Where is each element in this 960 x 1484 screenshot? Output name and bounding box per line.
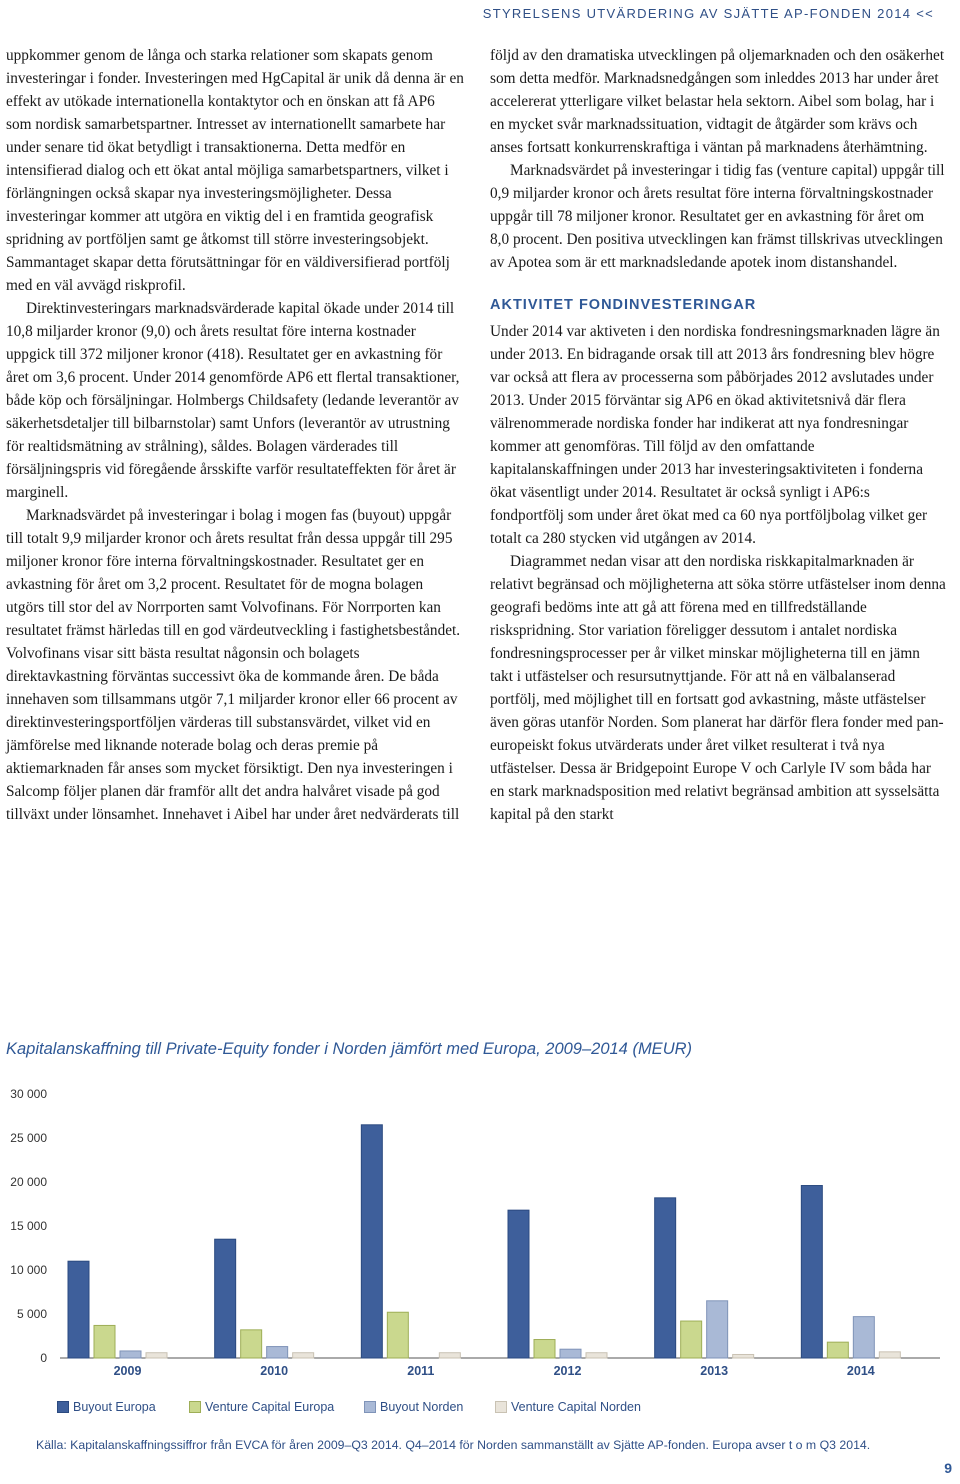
body-paragraph: Direktinvesteringars marknadsvärderade kapital ökade under 2014 till 10,8 miljarder kronor (9,0) och årets resultat före interna kostnader uppgick till 372 miljoner kronor (418). Resultatet ger en avkastning för året om 3,6 procent. Under 2014 genomförde AP6 ett flertal transaktioner, både köp och försäljningar. Holmbergs Childsafety (ledande leverantör av säkerhetsdetaljer till bilbarnstolar) samt Unfors (leverantör av utrustning för realtidsmätning av strålning), såldes. Bolagen värderades till försäljningspris vid föregående årsskifte varför resultateffekten för året är marginell. bbox=[6, 300, 460, 501]
legend-item bbox=[364, 1400, 463, 1414]
y-tick-label: 0 bbox=[40, 1351, 47, 1365]
y-tick-label: 5 000 bbox=[16, 1307, 47, 1321]
bar-venture-capital-norden bbox=[146, 1353, 167, 1358]
legend-swatch bbox=[57, 1401, 69, 1413]
bar-buyout-europa bbox=[361, 1125, 382, 1358]
bar-buyout-europa bbox=[68, 1261, 89, 1358]
bar-venture-capital-norden bbox=[879, 1352, 900, 1358]
y-tick-label: 30 000 bbox=[10, 1087, 47, 1101]
legend-label: Buyout Norden bbox=[380, 1400, 464, 1414]
bar-buyout-europa bbox=[655, 1198, 676, 1358]
source-note: Källa: Kapitalanskaffningssiffror från EVCA för åren 2009–Q3 2014. Q4–2014 för Norden sammanställt av Sjätte AP-fonden. Europa avser t o m Q3 2014. bbox=[36, 1438, 871, 1452]
legend-label: Venture Capital Europa bbox=[205, 1400, 335, 1414]
y-tick-label: 20 000 bbox=[10, 1175, 47, 1189]
right-text-column bbox=[490, 44, 946, 826]
body-paragraph: följd av den dramatiska utvecklingen på oljemarknaden och den osäkerhet som detta medför. Marknadsnedgången som inleddes 2013 har under året accelererat ytterligare vilket belastar hela sektorn. Aibel som bolag, har i en mycket svår marknadssituation, vidtagit de åtgärder som krävs och anses fortsatt konkurrenskraftiga i väntan på marknadens återhämtning. bbox=[490, 47, 945, 156]
bar-venture-capital-europa bbox=[827, 1342, 848, 1358]
x-tick-label: 2011 bbox=[407, 1364, 435, 1378]
legend-item bbox=[57, 1400, 156, 1414]
bar-venture-capital-europa bbox=[387, 1312, 408, 1358]
legend-swatch bbox=[495, 1401, 507, 1413]
legend-label: Buyout Europa bbox=[73, 1400, 156, 1414]
section-heading: AKTIVITET FONDINVESTERINGAR bbox=[490, 297, 757, 313]
bar-buyout-europa bbox=[215, 1239, 236, 1358]
chart-title: Kapitalanskaffning till Private-Equity fonder i Norden jämfört med Europa, 2009–2014 (MEUR) bbox=[6, 1040, 693, 1058]
bar-venture-capital-europa bbox=[94, 1325, 115, 1358]
y-tick-label: 10 000 bbox=[10, 1263, 47, 1277]
bar-venture-capital-norden bbox=[733, 1354, 754, 1358]
y-tick-label: 25 000 bbox=[10, 1131, 47, 1145]
bar-venture-capital-norden bbox=[586, 1353, 607, 1358]
bar-chart bbox=[0, 1080, 960, 1390]
bar-buyout-norden bbox=[120, 1351, 141, 1358]
bar-venture-capital-norden bbox=[293, 1353, 314, 1358]
x-tick-label: 2014 bbox=[846, 1364, 875, 1378]
body-paragraph: Marknadsvärdet på investeringar i tidig fas (venture capital) uppgår till 0,9 miljarder kronor och årets resultat före interna förvaltningskostnader uppgår till 78 miljoner kronor. Resultatet ger en avkastning för året om 8,0 procent. Den positiva utvecklingen kan främst tillskrivas utvecklingen av Apotea som är ett marknadsledande apotek inom distanshandel. bbox=[490, 162, 945, 271]
bar-venture-capital-europa bbox=[681, 1321, 702, 1358]
bar-venture-capital-norden bbox=[439, 1353, 460, 1358]
x-tick-label: 2012 bbox=[553, 1364, 582, 1378]
legend-label: Venture Capital Norden bbox=[511, 1400, 641, 1414]
left-text-column bbox=[6, 44, 464, 826]
x-tick-label: 2010 bbox=[260, 1364, 289, 1378]
bar-buyout-norden bbox=[707, 1301, 728, 1358]
running-header: STYRELSENS UTVÄRDERING AV SJÄTTE AP-FONDEN 2014 << bbox=[482, 6, 934, 21]
legend-swatch bbox=[189, 1401, 201, 1413]
x-tick-label: 2013 bbox=[700, 1364, 729, 1378]
bar-venture-capital-europa bbox=[534, 1340, 555, 1358]
body-paragraph: Diagrammet nedan visar att den nordiska riskkapitalmarknaden är relativt begränsad och möjligheterna att söka större utfästelser inom denna geografi bedöms inte att gå att förena med en tillfredställande riskspridning. Stor variation föreligger dessutom i antalet nordiska fondresningsprocesser per år vilket minskar möjligheterna till en jämn takt i utfästelser och resursutnyttjande. För att nå en välbalanserad portfölj, med möjlighet till en fortsatt god avkastning, måste utfästelser även göras utanför Norden. Som planerat har därför flera fonder med pan-europeiskt fokus utvärderats under året vilket resulterat i två nya utfästelser. Dessa är Bridgepoint Europe V och Carlyle IV som båda har en stark marknadsposition med relativt begränsad ambition att sysselsätta kapital på den starkt bbox=[490, 553, 946, 823]
legend-swatch bbox=[364, 1401, 376, 1413]
bar-buyout-norden bbox=[853, 1317, 874, 1358]
bar-buyout-norden bbox=[560, 1349, 581, 1358]
body-paragraph: Marknadsvärdet på investeringar i bolag i mogen fas (buyout) uppgår till totalt 9,9 miljarder kronor och årets resultat från dessa uppgår till 295 miljoner kronor före interna förvaltningskostnader. Resultatet ger en avkastning för året om 3,2 procent. Resultatet för de mogna bolagen utgörs till stor del av Norrporten samt Volvofinans. För Norrporten kan resultatet främst härledas till en god värdeutveckling i fastighetsbeståndet. Volvofinans visar sitt bästa resultat någonsin och bolagets direktavkastning förväntas successivt öka de kommande åren. De båda innehaven som tillsammans utgör 7,1 miljarder kronor eller 66 procent av direktinvesteringsportföljen värderas till substansvärdet, vilket vid en jämförelse med liknande noterade bolag och deras premie på aktiemarknaden får anses som mycket försiktigt. Den nya investeringen i Salcomp följer planen där framför allt det andra halvåret visade på god tillväxt under lönsamhet. Innehavet i Aibel har under året nedvärderats till bbox=[6, 507, 461, 823]
body-paragraph: Under 2014 var aktiveten i den nordiska fondresningsmarknaden lägre än under 2013. En bidragande orsak till att 2013 års fondresning blev högre var också att flera av processerna som påbörjades 2012 avslutades under 2013. Under 2015 förväntar sig AP6 en ökad aktivitetsnivå där flera välrenommerade nordiska fonder har indikerat att nya fondresningar kommer att genomföras. Till följd av den omfattande kapitalanskaffningen under 2013 har investeringsaktiviteten i fonderna ökat väsentligt under 2014. Resultatet är också synligt i AP6:s fondportfölj som under året ökat med ca 60 nya portföljbolag vilket ger totalt ca 280 stycken vid utgången av 2014. bbox=[490, 323, 940, 547]
bar-venture-capital-europa bbox=[241, 1330, 262, 1358]
legend-item bbox=[495, 1400, 641, 1414]
bar-buyout-europa bbox=[801, 1186, 822, 1358]
legend-item bbox=[189, 1400, 334, 1414]
body-paragraph: uppkommer genom de långa och starka relationer som skapats genom investeringar i fonder. Investeringen med HgCapital är unik då denna är en effekt av utökade internationella kontaktytor och en önskan att få AP6 som nordisk samarbetspartner. Intresset av internationellt samarbete har under senare tid ökat betydligt i transaktionerna. Detta medför en intensifierad dialog och ett ökat antal möjliga samarbetspartners, vilket i förlängningen också skapar nya investeringsmöjligheter. Dessa investeringar kommer att utgöra en viktig del i en framtida geografisk spridning av portföljen samt ge åtkomst till större investeringsobjekt. Sammantaget skapar detta förutsättningar för en väldiversifierad portfölj med en väl avvägd riskprofil. bbox=[6, 47, 464, 294]
page-number: 9 bbox=[944, 1460, 952, 1476]
x-tick-label: 2009 bbox=[113, 1364, 142, 1378]
bar-buyout-norden bbox=[267, 1347, 288, 1358]
bar-buyout-europa bbox=[508, 1210, 529, 1358]
y-tick-label: 15 000 bbox=[10, 1219, 47, 1233]
